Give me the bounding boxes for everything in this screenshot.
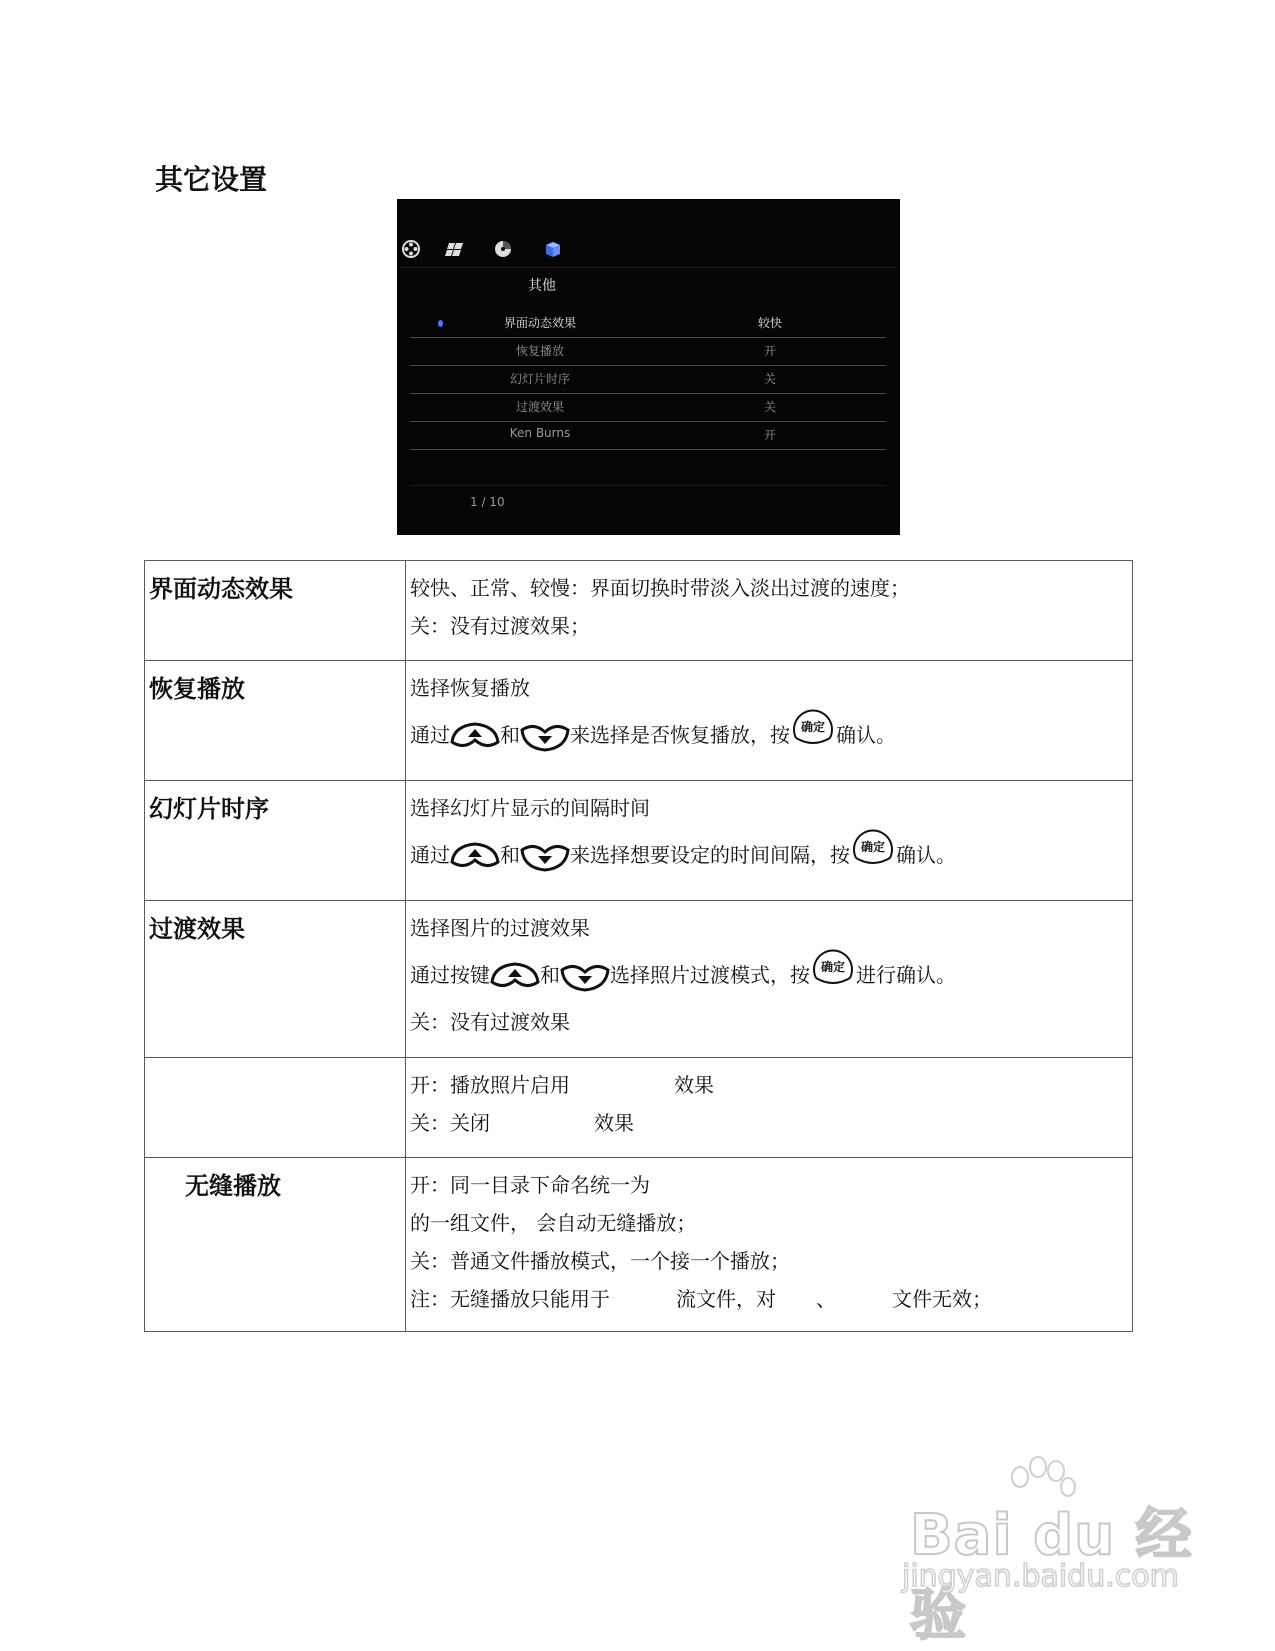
setting-description <box>406 1058 1133 1158</box>
description-text: 来选择想要设定的时间间隔，按 <box>570 843 850 867</box>
table-row <box>145 1158 1133 1332</box>
description-text: 注：无缝播放只能用于 <box>410 1287 610 1311</box>
watermark-url: jingyan.baidu.com <box>902 1559 1179 1594</box>
tv-menu-screen <box>397 199 900 535</box>
section-title: 其它设置 <box>155 163 268 196</box>
film-reel-icon <box>401 239 421 259</box>
description-text: 通过 <box>410 723 450 747</box>
screen-row-label: 过渡效果 <box>515 400 564 414</box>
screen-divider <box>401 267 896 268</box>
setting-description <box>406 661 1133 781</box>
setting-name: 界面动态效果 <box>145 561 406 661</box>
description-line <box>410 1066 1128 1104</box>
description-line <box>410 1104 1128 1142</box>
page-indicator: 1 / 10 <box>470 495 505 509</box>
screen-row-value: 较快 <box>757 316 782 330</box>
ok-button-icon <box>850 826 896 872</box>
down-arrow-key-icon <box>520 840 570 874</box>
table-row <box>145 781 1133 901</box>
music-disc-icon <box>493 239 513 259</box>
description-text: 文件无效； <box>892 1287 992 1311</box>
description-text: 通过 <box>410 843 450 867</box>
description-line: 选择恢复播放 <box>410 676 530 700</box>
screen-row-label: 恢复播放 <box>515 344 564 358</box>
table-row <box>145 661 1133 781</box>
description-text: 效果 <box>674 1073 714 1097</box>
screen-row-value: 关 <box>763 400 776 414</box>
description-text: 确认。 <box>836 723 896 747</box>
setting-description <box>406 781 1133 901</box>
screen-menu-row[interactable] <box>410 310 886 338</box>
ok-button-label: 确定 <box>820 959 845 974</box>
setting-name: 幻灯片时序 <box>145 781 406 901</box>
screen-menu-title: 其他 <box>528 278 556 294</box>
description-line: 开：同一目录下命名统一为 <box>410 1173 650 1197</box>
description-line: 关：没有过渡效果 <box>410 1010 570 1034</box>
setting-name: 恢复播放 <box>145 661 406 781</box>
screen-menu-row[interactable] <box>410 394 886 422</box>
ok-button-label: 确定 <box>860 839 885 854</box>
description-text: 确认。 <box>896 843 956 867</box>
description-text: 进行确认。 <box>856 963 956 987</box>
screen-divider <box>410 485 886 486</box>
description-line <box>410 1280 1128 1318</box>
down-arrow-key-icon <box>520 720 570 754</box>
screen-menu-row[interactable] <box>410 338 886 366</box>
screen-row-value: 开 <box>763 344 776 358</box>
ok-button-label: 确定 <box>800 719 825 734</box>
screen-row-label: 幻灯片时序 <box>509 372 570 386</box>
description-line: 选择图片的过渡效果 <box>410 916 590 940</box>
description-text: 效果 <box>594 1111 634 1135</box>
description-line <box>410 827 1128 883</box>
setting-name <box>145 1058 406 1158</box>
watermark-brand: Bai du 经验 <box>910 1503 1193 1648</box>
description-text: 来选择是否恢复播放，按 <box>570 723 790 747</box>
description-text: 和 <box>540 963 560 987</box>
description-line: 关：没有过渡效果； <box>410 614 590 638</box>
down-arrow-key-icon <box>560 960 610 994</box>
description-text: 、 <box>816 1287 836 1311</box>
description-line: 关：普通文件播放模式，一个接一个播放； <box>410 1249 790 1273</box>
description-text: 开：播放照片启用 <box>410 1073 570 1097</box>
description-line <box>410 947 1128 1003</box>
description-text: 和 <box>500 723 520 747</box>
baidu-watermark <box>900 1455 1220 1648</box>
description-text: 通过按键 <box>410 963 490 987</box>
screen-menu-row[interactable] <box>410 366 886 394</box>
table-row <box>145 901 1133 1058</box>
up-arrow-key-icon <box>450 840 500 874</box>
screen-row-value: 关 <box>763 372 776 386</box>
setting-name: 过渡效果 <box>145 901 406 1058</box>
screen-row-value: 开 <box>763 428 776 442</box>
setting-description <box>406 901 1133 1058</box>
description-line: 较快、正常、较慢：界面切换时带淡入淡出过渡的速度； <box>410 576 910 600</box>
description-line <box>410 707 1128 763</box>
screen-menu-row[interactable] <box>410 422 886 450</box>
description-text: 关：关闭 <box>410 1111 490 1135</box>
screen-row-label: 界面动态效果 <box>503 316 576 330</box>
ok-button-icon <box>810 946 856 992</box>
screen-row-label: Ken Burns <box>509 426 571 440</box>
setting-description <box>406 561 1133 661</box>
settings-table <box>144 560 1133 1332</box>
description-text: 选择照片过渡模式，按 <box>610 963 810 987</box>
up-arrow-key-icon <box>490 960 540 994</box>
setting-name: 无缝播放 <box>145 1158 406 1332</box>
description-text: 流文件，对 <box>676 1287 776 1311</box>
ok-button-icon <box>790 706 836 752</box>
description-text: 和 <box>500 843 520 867</box>
screen-menu-list <box>410 310 886 450</box>
description-line: 的一组文件， 会自动无缝播放； <box>410 1211 697 1235</box>
table-row <box>145 561 1133 661</box>
table-row <box>145 1058 1133 1158</box>
description-line: 选择幻灯片显示的间隔时间 <box>410 796 650 820</box>
up-arrow-key-icon <box>450 720 500 754</box>
selection-dot-icon <box>438 320 443 327</box>
setting-description <box>406 1158 1133 1332</box>
grid-icon <box>445 239 465 259</box>
box-3d-icon <box>543 239 563 259</box>
